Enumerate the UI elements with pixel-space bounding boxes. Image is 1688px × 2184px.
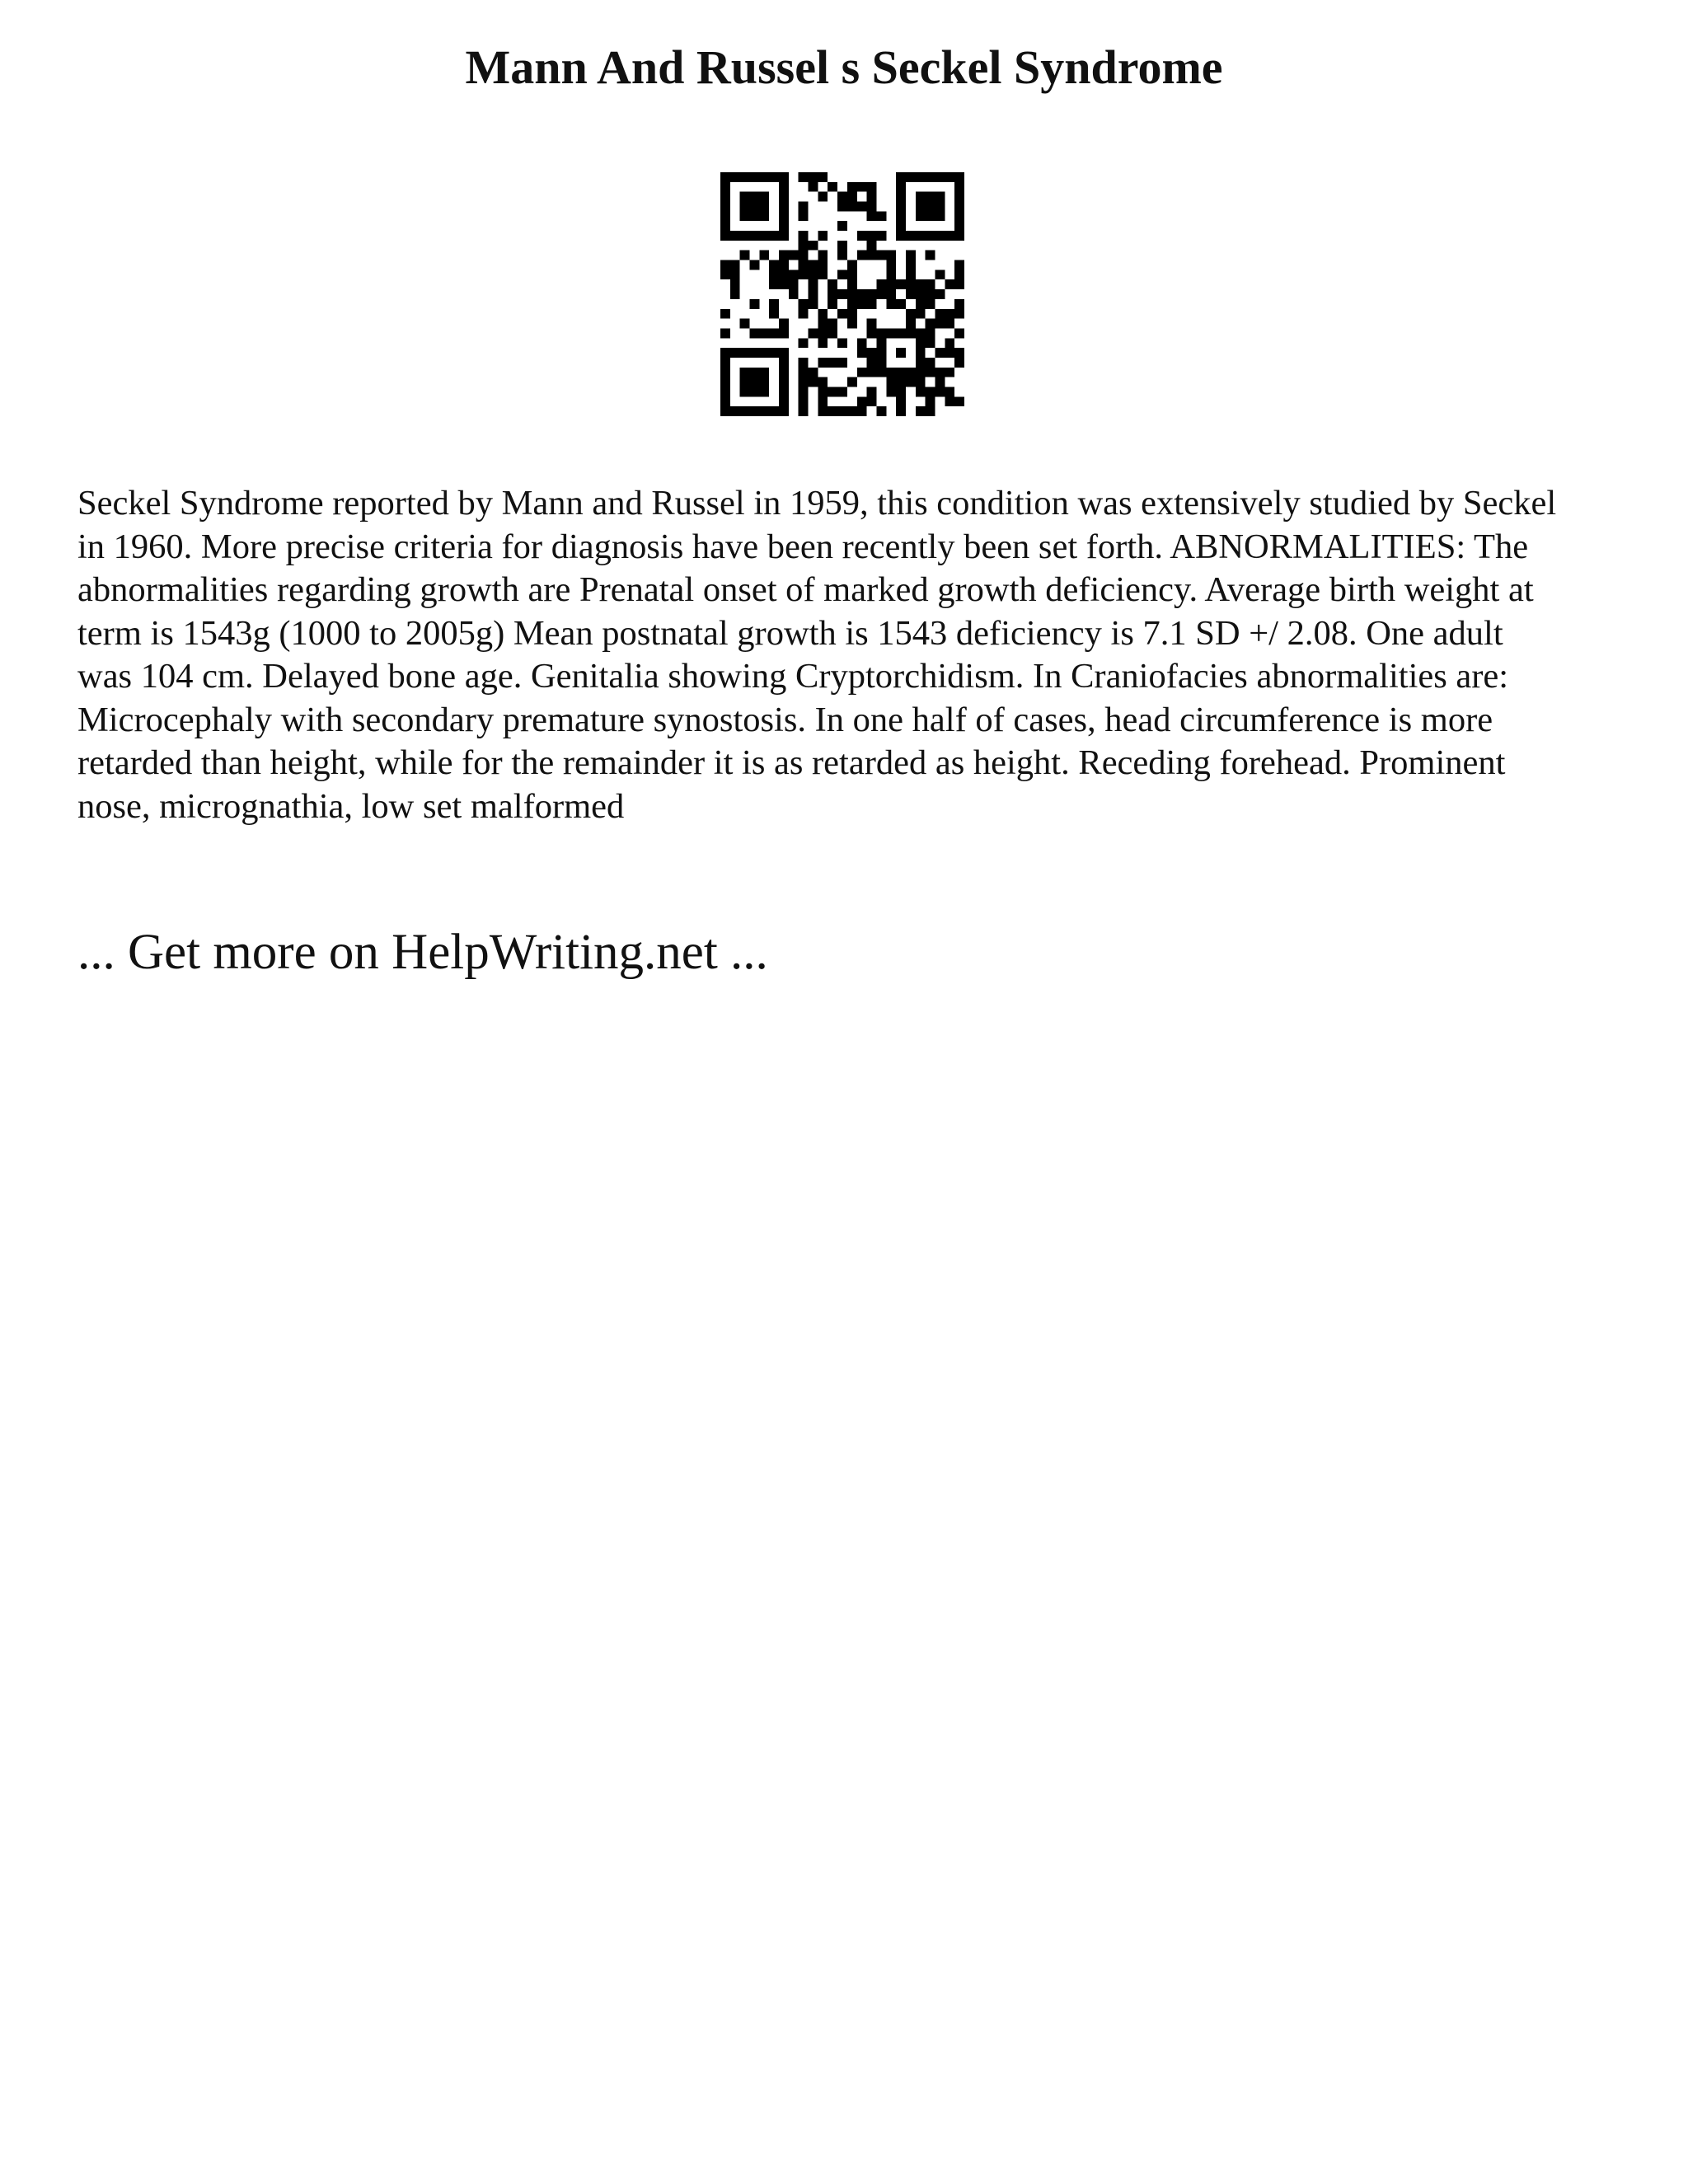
page-title: Mann And Russel s Seckel Syndrome — [465, 40, 1223, 94]
get-more-link[interactable]: ... Get more on HelpWriting.net ... — [77, 925, 768, 980]
body-paragraph: Seckel Syndrome reported by Mann and Russel in 1959, this condition was extensively studied by Seckel in 1960. More precise criteria for diagnosis have been recently been set forth. ABNORMALITIES: The abnormalities regarding growth are Prenatal onset of marked growth deficiency. Average birth weight at term is 1543g (1000 to 2005g) Mean postnatal growth is 1543 deficiency is 7.1 SD +/ 2.08. One adult was 104 cm. Delayed bone age. Genitalia showing Cryptorchidism. In Craniofacies abnormalities are: Microcephaly with secondary premature synostosis. In one half of cases, head circumference is more retarded than height, while for the remainder it is as retarded as height. Receding forehead. Prominent nose, micrognathia, low set malformed — [77, 484, 1557, 826]
qr-code-icon — [720, 172, 964, 416]
